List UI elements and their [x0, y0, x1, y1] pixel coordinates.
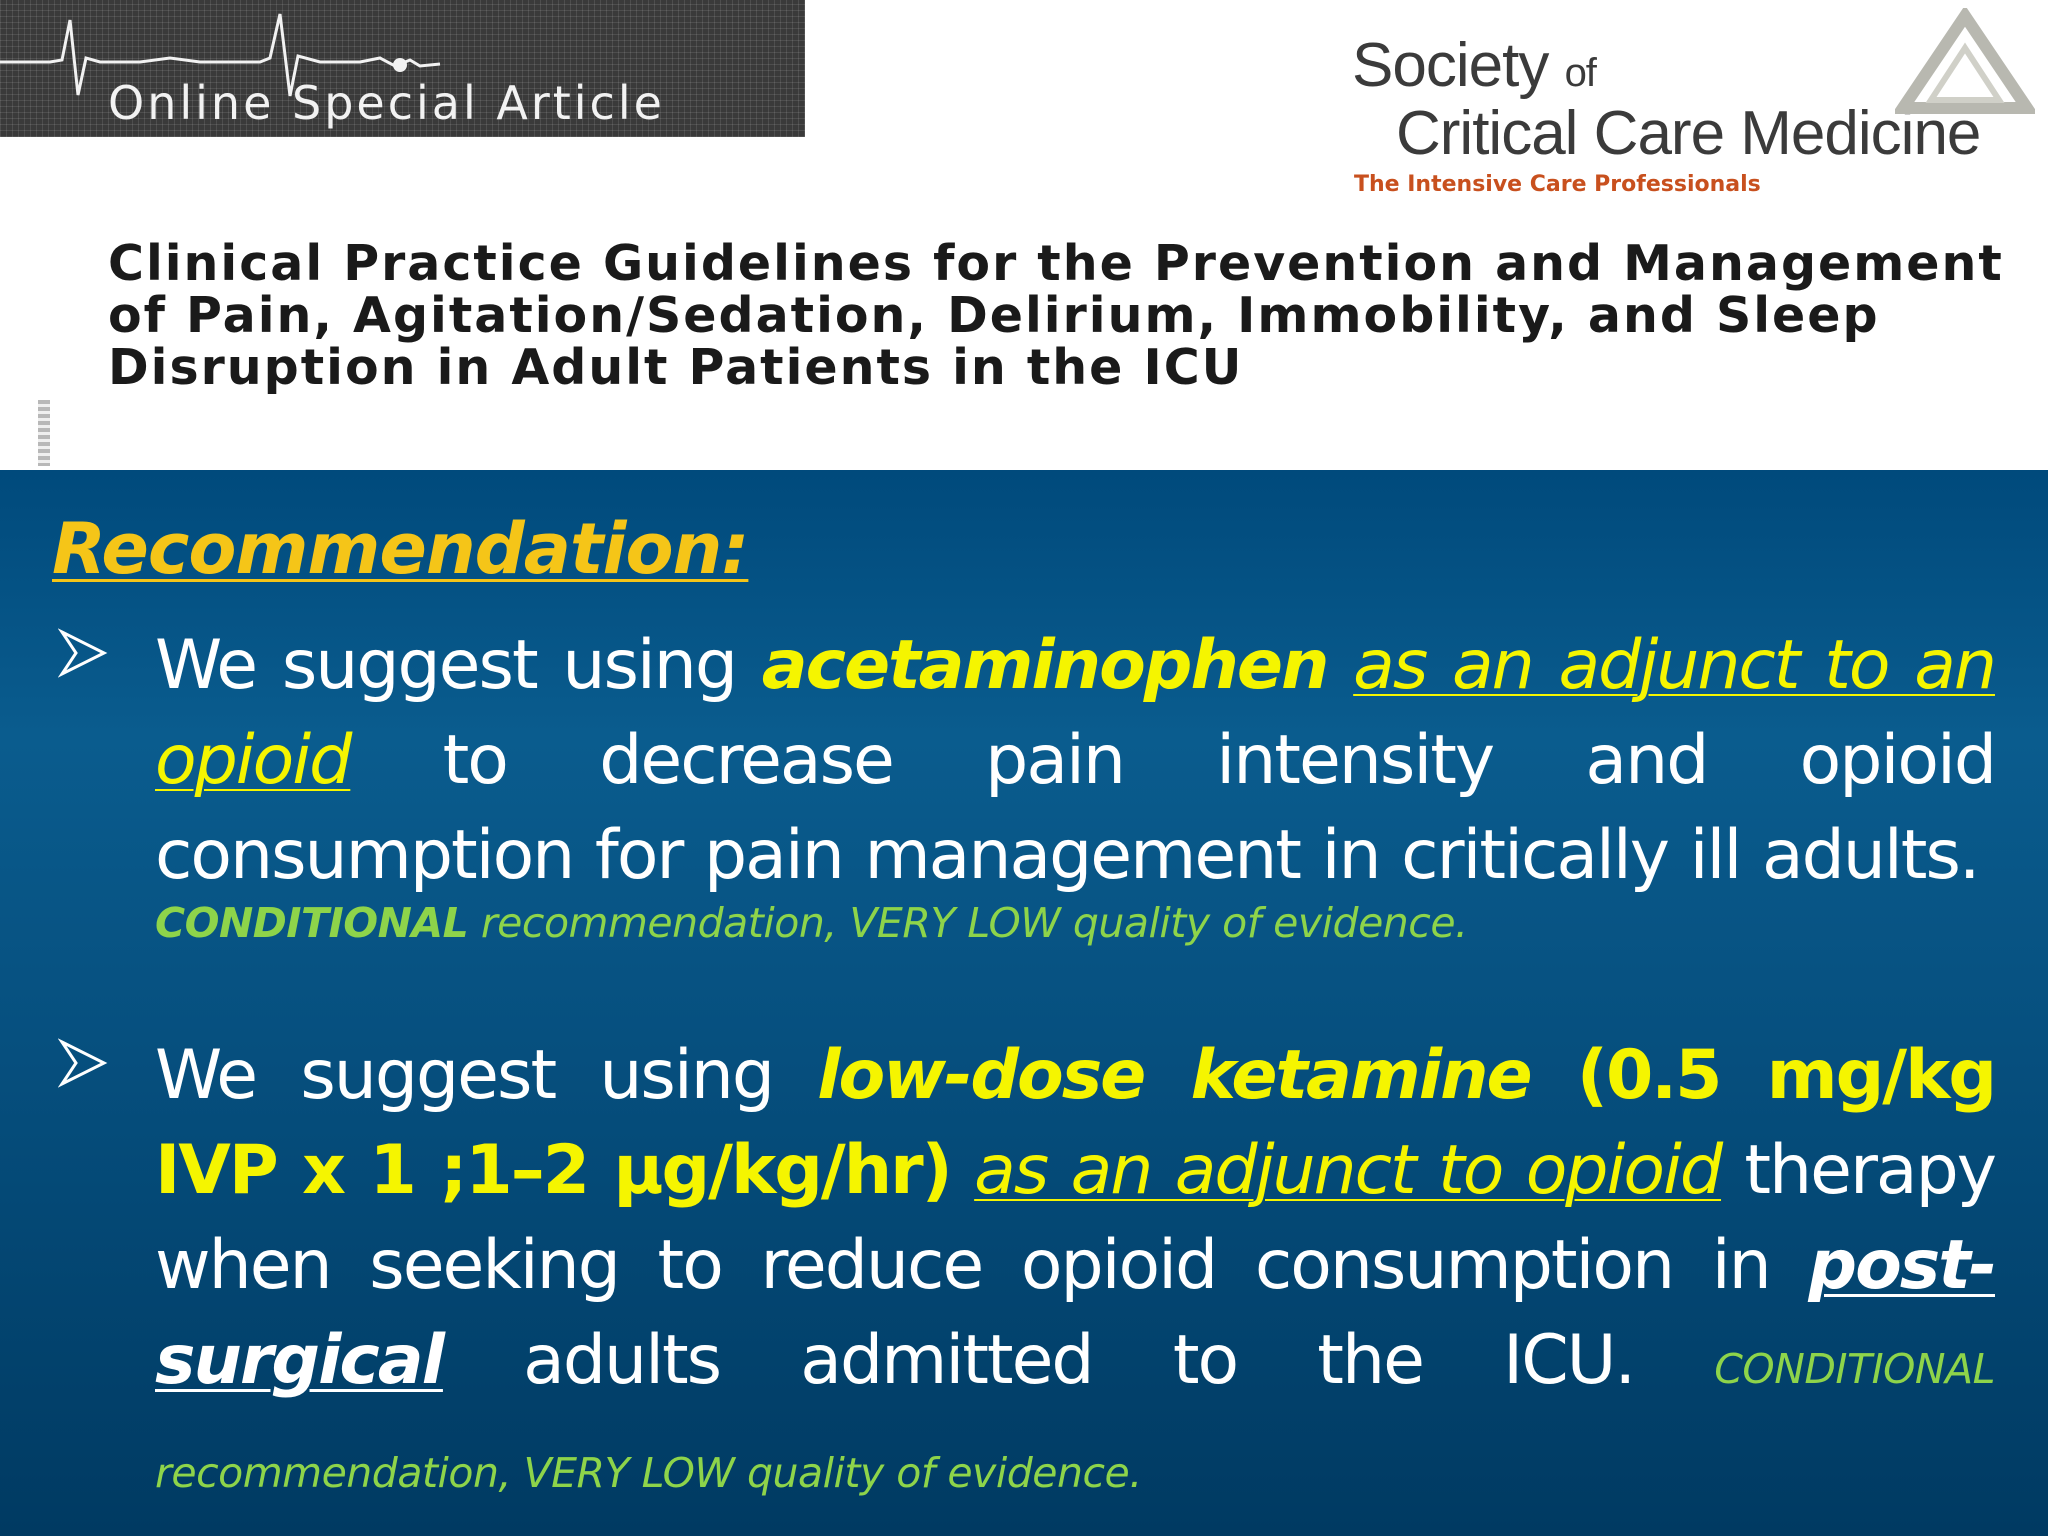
- population-post-surgical: post-surgical: [155, 1226, 1995, 1400]
- recommendation-2: We suggest using low-dose ketamine (0.5 mg/kg IVP x 1 ;1–2 µg/kg/hr) as an adjunct to opioid therapy when seeking to reduce opioid consumption in post-surgical adults admitted to the ICU. CONDITIONAL recommendation, VERY LOW quality of evidence.: [155, 1036, 1996, 1497]
- adjunct-phrase-1: as an adjunct to an opioid: [155, 626, 1995, 800]
- banner-title: Online Special Article: [108, 76, 665, 130]
- logo-society-line: Society of: [1352, 31, 1596, 100]
- grade-2: CONDITIONAL recommendation, VERY LOW quality of evidence.: [155, 1345, 1995, 1497]
- adjunct-phrase-2: as an adjunct to opioid: [974, 1131, 1722, 1210]
- guideline-title: Clinical Practice Guidelines for the Prevention and Management of Pain, Agitation/Sedation, Delirium, Immobility, and Sleep Disruption in Adult Patients in the ICU: [108, 235, 2004, 396]
- logo-name-line: Critical Care Medicine: [1396, 99, 1981, 168]
- online-special-article-banner: [0, 0, 805, 137]
- arrow-bullet-icon: [58, 628, 108, 678]
- slide-header: [0, 0, 2048, 470]
- slide-body: [0, 470, 2048, 1536]
- recommendation-heading: Recommendation:: [52, 508, 749, 590]
- download-watermark: [38, 400, 50, 466]
- grade-1: CONDITIONAL recommendation, VERY LOW quality of evidence.: [155, 899, 1468, 947]
- ketamine-dose: (0.5 mg/kg IVP x 1 ;1–2 µg/kg/hr): [155, 1036, 1995, 1210]
- arrow-bullet-icon: [58, 1038, 108, 1088]
- drug-acetaminophen: acetaminophen: [761, 626, 1328, 705]
- logo-tagline: The Intensive Care Professionals: [1354, 172, 1761, 197]
- sccm-logo: [1350, 30, 2040, 205]
- recommendation-1: We suggest using acetaminophen as an adjunct to an opioid to decrease pain intensity and opioid consumption for pain management in critically ill adults.: [155, 626, 1995, 895]
- triangle-logo-icon: [1895, 8, 2035, 118]
- drug-ketamine: low-dose ketamine: [817, 1036, 1531, 1115]
